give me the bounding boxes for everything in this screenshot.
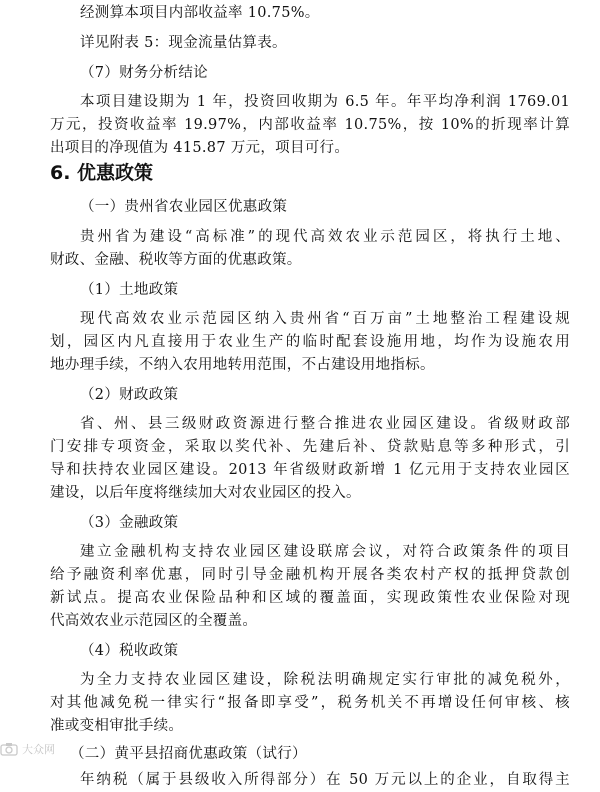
camera-icon	[0, 742, 18, 756]
subheading: （3）金融政策	[80, 515, 179, 531]
text-line: 代高效农业示范园区的全覆盖。	[50, 613, 258, 629]
text-line: 划，园区内凡直接用于农业生产的临时配套设施用地，均作为设施农用	[50, 334, 570, 350]
text-line: 导和扶持农业园区建设。2013 年省级财政新增 1 亿元用于支持农业园区	[50, 462, 570, 478]
text-line: 地办理手续，不纳入农用地转用范围，不占建设用地指标。	[50, 357, 435, 373]
text-line: 给予融资利率优惠，同时引导金融机构开展各类农村产权的抵押贷款创	[50, 567, 570, 583]
subheading: （7）财务分析结论	[80, 65, 208, 81]
watermark-text: 大众网	[22, 743, 55, 756]
text-line: 年纳税（属于县级收入所得部分）在 50 万元以上的企业，自取得主	[80, 772, 570, 788]
text-line: 省、州、县三级财政资源进行整合推进农业园区建设。省级财政部	[80, 416, 570, 432]
text-line: 新试点。提高农业保险品种和区域的覆盖面，实现政策性农业保险对现	[50, 590, 570, 606]
section-heading: 6. 优惠政策	[50, 162, 154, 184]
text-line: 准或变相审批手续。	[50, 718, 184, 734]
text-line: 详见附表 5：现金流量估算表。	[80, 35, 287, 51]
text-line: 建设，以后年度将继续加大对农业园区的投入。	[50, 485, 361, 501]
text-line: 出项目的净现值为 415.87 万元，项目可行。	[50, 140, 350, 156]
subheading: （1）土地政策	[80, 282, 179, 298]
text-line: 为全力支持农业园区建设，除税法明确规定实行审批的减免税外，	[80, 672, 570, 688]
text-line: 万元，投资收益率 19.97%，内部收益率 10.75%，按 10%的折现率计算	[50, 117, 570, 133]
text-line: 财政、金融、税收等方面的优惠政策。	[50, 252, 302, 268]
subheading: （2）财政政策	[80, 387, 179, 403]
text-line: 本项目建设期为 1 年，投资回收期为 6.5 年。年平均净利润 1769.01	[80, 94, 570, 110]
text-line: 建立金融机构支持农业园区建设联席会议，对符合政策条件的项目	[80, 544, 570, 560]
subheading: （4）税收政策	[80, 643, 179, 659]
text-line: 现代高效农业示范园区纳入贵州省“百万亩”土地整治工程建设规	[80, 311, 570, 327]
text-line: 门安排专项资金，采取以奖代补、先建后补、贷款贴息等多种形式，引	[50, 439, 570, 455]
subheading: （二）黄平县招商优惠政策（试行）	[70, 746, 307, 762]
text-line: 对其他减免税一律实行“报备即享受”，税务机关不再增设任何审核、核	[50, 695, 570, 711]
subheading: （一）贵州省农业园区优惠政策	[80, 199, 288, 215]
watermark	[0, 738, 55, 760]
text-line: 贵州省为建设“高标准”的现代高效农业示范园区，将执行土地、	[80, 229, 570, 245]
text-line: 经测算本项目内部收益率 10.75%。	[80, 5, 320, 21]
